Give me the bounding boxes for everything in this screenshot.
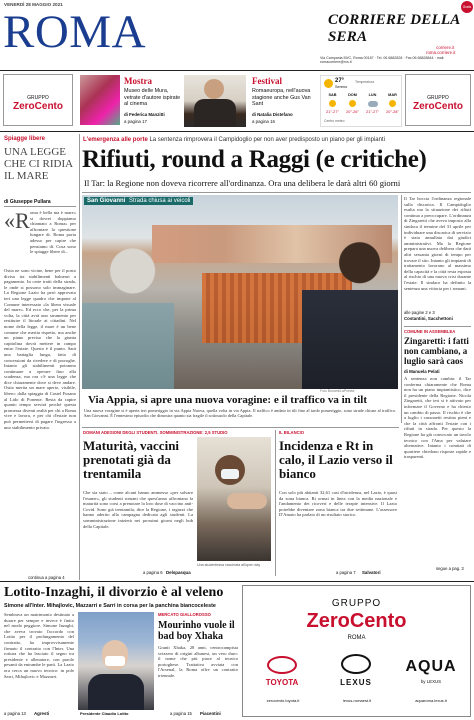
ad-aqua: AQUA	[405, 658, 457, 675]
ad-gruppo-label: GRUPPO	[27, 95, 49, 101]
bottom-rule	[0, 581, 474, 582]
lead-side-continue[interactable]: alle pagine 2 e 3	[404, 310, 435, 315]
festival-body: Romaeuropa, nell'auova stagione anche Gus Van Sant	[252, 88, 311, 107]
lead-headline: Rifiuti, round a Raggi (e critiche)	[82, 146, 427, 173]
sun-icon	[389, 100, 396, 107]
lotito-subhead: Simone all'Inter. Mihajlovic, Mazzarri e Sarri in corsa per la panchina biancoceleste	[4, 603, 216, 609]
ad-brand: ZeroCento	[13, 101, 63, 112]
masthead-date: VENERDÌ 28 MAGGIO 2021	[4, 2, 63, 7]
ad-bottom-city: ROMA	[347, 635, 366, 641]
masthead-site-short[interactable]: corriere.it	[436, 45, 455, 50]
ad-site-toyota[interactable]: zerocento.toyota.it	[266, 698, 300, 703]
lotito-body: Sembrava un matrimonio destinato a durare per sempre e invece è finito nel modo peggiore. Simone Inzaghi, che aveva trovato l'accordo con Lotito per il prolungamento del contratto, ha improvvisamente firmato il contratto con l'Inter. Una rottura che ha lasciato il segno tra presidente e allenatore, con parole pesanti da entrambe le parti. La Lazio ora cerca un nuovo tecnico: in pole Sarri, Mihajlovic e Mazzarri.	[4, 612, 74, 679]
incidenza-page[interactable]: a pagina 7	[336, 570, 356, 575]
lead-sub-rule	[82, 192, 471, 193]
ad-bottom-brand: ZeroCento	[306, 610, 407, 632]
festival-page: a pagina 16	[252, 119, 275, 124]
left-headline: UNA LEGGE CHE CI RIDIA IL MARE	[4, 146, 73, 182]
mostra-body: Museo delle Mura, vetrate d'autore ispirate al cinema	[124, 88, 181, 107]
maturita-body: Che sia stato – come alcuni hanno ammesso «per salvare l'esame», gli studenti romani che quest'anno affrontano la maturità sono corsi a prenotare la loro dose di vaccino anti-Covid. Sono già trentamila, dice la Regione, i ragazzi che hanno aderito alla campagna dedicata agli studenti. La somministrazione inizierà nei prossimi giorni negli hub della Capitale.	[83, 490, 193, 529]
mostra-kicker: Mostra	[124, 76, 152, 86]
mourinho-byline: Piacentini	[200, 711, 221, 716]
main-photo-label: San Giovanni	[84, 197, 128, 205]
ad-zerocento-right[interactable]	[405, 74, 471, 126]
lotito-page[interactable]: a pagina 13	[4, 711, 26, 716]
lotito-photo-body	[88, 674, 144, 710]
zingaretti-rule	[404, 326, 471, 327]
main-photo-caption: Via Appia, si apre una nuova voragine: e il traffico va in tilt	[88, 394, 367, 406]
ad-site-aqua[interactable]: aquaroma.lexus.it	[415, 698, 447, 703]
main-photo-woman	[82, 245, 174, 389]
weather-day-0: SAB	[328, 93, 337, 97]
cloud-icon	[368, 101, 378, 107]
left-byline: di Giuseppe Pullara	[4, 199, 51, 205]
weather-day-1: DOM	[348, 93, 357, 97]
ad-by-lexus: by LEXUS	[420, 679, 442, 684]
left-lead: oma è bella ma è mare» si dovrei doppiamo chiamato a Roma» per affrontare la questione lungare di. Roma porta adesso per capire che pensiamo di. Cosa sono le spiagge libere di...	[30, 210, 76, 255]
incidenza-kicker: IL BILANCIO	[279, 430, 305, 435]
mid-rule	[82, 427, 399, 428]
lead-kicker	[83, 137, 385, 143]
main-photo-caption-small: Una nuova voragine si è aperta ieri pomeriggio in via Appia Nuova, quella volta in via Appia. Il traffico è andato in tilt fino al tardo pomeriggio, sono strade chiuse al traffico. San Giovanni. È l'ennesimo episodio che dimostra quanto sia fragile il sottosuolo della Capitale.	[84, 408, 396, 419]
lead-kicker-rest: La sentenza rimprovera il Campidoglio per non aver predisposto un piano per gli impianti	[149, 137, 385, 143]
lotito-headline: Lotito-Inzaghi, il divorzio è al veleno	[4, 585, 224, 600]
lotito-byline: Agresti	[34, 711, 50, 716]
lead-side-text: Il Tar boccia l'ordinanza regionale sulla discarica. Il Campidoglio esulta ma la situazione dei rifiuti continua a preoccupare. L'ordinanza di Zingaretti che aveva imposto alla sindaca il termine del 31 aprile per individuare una discarica di servizio è stata annullata dai giudici amministrativi. Ma la Regione prepara una nuova delibera che darà altri sessanta giorni di tempo per trovare il sito. Intanto gli impianti di trattamento lavorano al massimo della capacità e la città resta esposta al rischio di una nuova crisi durante l'estate. Il sindaco ha definito la sentenza una vittoria per i romani.	[404, 196, 471, 291]
maturita-kicker: DOMANI ADESIONI DEGLI STUDENTI. SOMMINISTRAZIONE: 2,5 STUDIO	[83, 430, 228, 435]
festival-photo	[184, 75, 246, 127]
ad-bottom-gruppo: GRUPPO	[331, 598, 382, 609]
ad-lexus: LEXUS	[340, 678, 372, 687]
main-photo	[82, 195, 398, 389]
festival-figure	[204, 79, 224, 99]
festival-kicker: Festival	[252, 76, 282, 86]
incidenza-byline: Salvatori	[362, 570, 381, 575]
left-kicker: Spiagge libere	[4, 136, 46, 142]
ad-zerocento-bottom[interactable]	[242, 585, 471, 717]
left-dropcap: «R	[4, 208, 30, 233]
sun-icon	[349, 100, 356, 107]
toyota-logo-icon	[267, 656, 297, 674]
lotito-photo-mask	[105, 656, 125, 666]
mourinho-kicker: MERCATO GIALLOROSSO	[158, 612, 211, 617]
masthead-paper: CORRIERE DELLA SERA	[328, 12, 460, 45]
festival-byline: di Natalia Distefano	[252, 112, 293, 117]
weather-temp-3: 20°-28°	[386, 110, 399, 114]
lotito-photo-caption: Presidente Claudio Lotito	[80, 711, 129, 716]
left-continue[interactable]: continua a pagina 4	[28, 575, 65, 580]
sun-icon	[324, 79, 333, 88]
mostra-photo	[80, 75, 120, 125]
ad-zerocento-left[interactable]	[3, 74, 73, 126]
lead-subhead: Il Tar: la Regione non doveva ricorrere all'ordinanza. Ora una delibera le darà altri 60 giorni	[84, 178, 401, 188]
weather-day-3: MAR	[388, 93, 397, 97]
weather-temp-1: 20°-26°	[346, 110, 359, 114]
left-col-divider	[79, 134, 80, 580]
lead-kicker-label: L'emergenza alle porte	[83, 137, 148, 143]
masthead-address: Via Campania 59/C, Roma 00187 · Tel. 06 6882828 · Fax 06 68828844 · mail: romacorriere@rcs.it	[320, 56, 445, 65]
lotito-photo	[78, 612, 154, 710]
masthead-city: ROMA	[3, 6, 147, 58]
lexus-logo-icon	[341, 654, 371, 674]
main-photo-credit: Foto Bonomi/LaPresse	[320, 389, 355, 393]
weather-temp-0: 21°-27°	[326, 110, 339, 114]
incidenza-headline: Incidenza e Rt in calo, il Lazio verso il bianco	[279, 438, 393, 481]
mourinho-headline: Mourinho vuole il bad boy Xhaka	[158, 620, 235, 642]
weather-now-label: Sereno	[335, 85, 348, 89]
maturita-headline: Maturità, vaccini prenotati già da trentamila	[83, 438, 180, 481]
masthead-site[interactable]: roma.corriere.it	[426, 50, 456, 55]
weather-widget	[320, 75, 402, 127]
zingaretti-byline: di Manuela Pelati	[404, 369, 440, 374]
zingaretti-continue[interactable]: segue a pag. 3	[436, 566, 464, 571]
weather-temp-2: 21°-27°	[366, 110, 379, 114]
maturita-photo-mask	[221, 469, 239, 479]
main-photo-tag: Strada chiusa ai veicoli	[126, 197, 193, 205]
ad-brand-right: ZeroCento	[413, 101, 463, 112]
zingaretti-body: A sentenza non cambia: il Tar conferma chiaramente che Roma non ha un piano impiantistico, dice il presidente della Regione. Nicola Zingaretti, che ieri si è attivato per informare il Governo e ha chiesto un cambio di passo. Il rischio è che a luglio i cassonetti restino pieni e che la città affronti l'estate con i rifiuti in strada. Per questo la Regione ha già convocato un tavolo tecnico con l'Ama per valutare alternative. Intanto i comitati di quartiere chiedono risposte rapide e trasparenti.	[404, 376, 471, 460]
lead-side-byline: Costantini, Sacchettoni	[404, 316, 453, 321]
incidenza-body: Con solo più abitanti 32,61 casi d'incidenza, nel Lazio, è quasi da zona bianca. Rt ormai in linea con la media nazionale e l'andamento dei ricoveri e delle terapie intensive. Il Lazio potrebbe diventare zona bianca tra due settimane. L'assessore D'Amato ha parlato di un risultato storico.	[279, 490, 397, 518]
ad-toyota: TOYOTA	[265, 678, 299, 687]
maturita-photo-caption: Una studentessa vaccinata all'open day	[197, 563, 261, 567]
ad-site-lexus[interactable]: lexus-romaest.it	[342, 698, 372, 703]
ad-gruppo-label-right: GRUPPO	[427, 95, 449, 101]
price-badge: Gratis	[461, 1, 473, 13]
weather-now-sub: Temperatura	[355, 80, 375, 84]
left-body: Ostia ne sono vicine, bene per il posto diviso tra stabilimenti balneari a pagamento. In certe tratti della strada, le onde si possono solo immaginare. La Regione Lazio ha però approvato ieri una legge quadro che impone al Comune interessato «la libera visuale del mare». Ed ecco che, per la prima volta, la città avrà uno strumento per restituire il litorale ai cittadini. Nel nome della legge, il mare è un bene comune che merita rispetto, ma anche un piano preciso che la giunta capitolina dovrà mettere in campo entro l'estate. Questo è il punto. Sarà una battaglia lunga, fatta di concessioni da rivedere e di proroghe. Intanto gli stabilimenti potranno continuare a operare fino alla scadenza, ma ora c'è una legge che dice chiaramente dove si deve andare. Ostia merita un mare aperto, visibile, libero: dalla spiaggia di Castel Fusano al Lido di Ponente. Resta da capire quanto tempo servirà perché questa promessa diventi realtà per chi a Roma vive e lavora, e per chi d'estate non può permettersi di pagare l'ingresso a uno stabilimento privato.	[4, 268, 76, 430]
weather-day-2: LUN	[368, 93, 377, 97]
zingaretti-kicker: COMUNE IN ASSEMBLEA	[404, 329, 456, 334]
maturita-byline: Delspasqua	[166, 570, 191, 575]
festival-figure-body	[194, 99, 236, 127]
maturita-divider	[275, 430, 276, 576]
sun-icon	[329, 100, 336, 107]
weather-now-temp: 27°	[335, 78, 345, 84]
masthead-rule	[0, 70, 474, 71]
mostra-byline: di Federica Manzitti	[124, 112, 165, 117]
lead-side-divider	[401, 195, 402, 423]
maturita-photo-arm	[227, 493, 267, 509]
main-photo-man	[302, 235, 398, 389]
maturita-page[interactable]: a pagina 6	[143, 570, 163, 575]
zingaretti-headline: Zingaretti: i fatti non cambiano, a luglio sarà caos	[404, 336, 469, 366]
teaser-rule	[0, 131, 474, 132]
mourinho-page[interactable]: a pagina 15	[170, 711, 192, 716]
mostra-page: a pagina 17	[124, 119, 147, 124]
maturita-photo	[197, 437, 271, 561]
weather-credit: Centro meteo	[324, 119, 345, 123]
mourinho-body: Granit Xhaka, 28 anni, centrocampista svizzero di origini albanesi, un vero duro: il nome che più piace al tecnico portoghese. Trattativa avviata con l'Arsenal, la Roma offre un contratto triennale.	[158, 645, 238, 678]
left-kicker-rule	[4, 206, 76, 207]
